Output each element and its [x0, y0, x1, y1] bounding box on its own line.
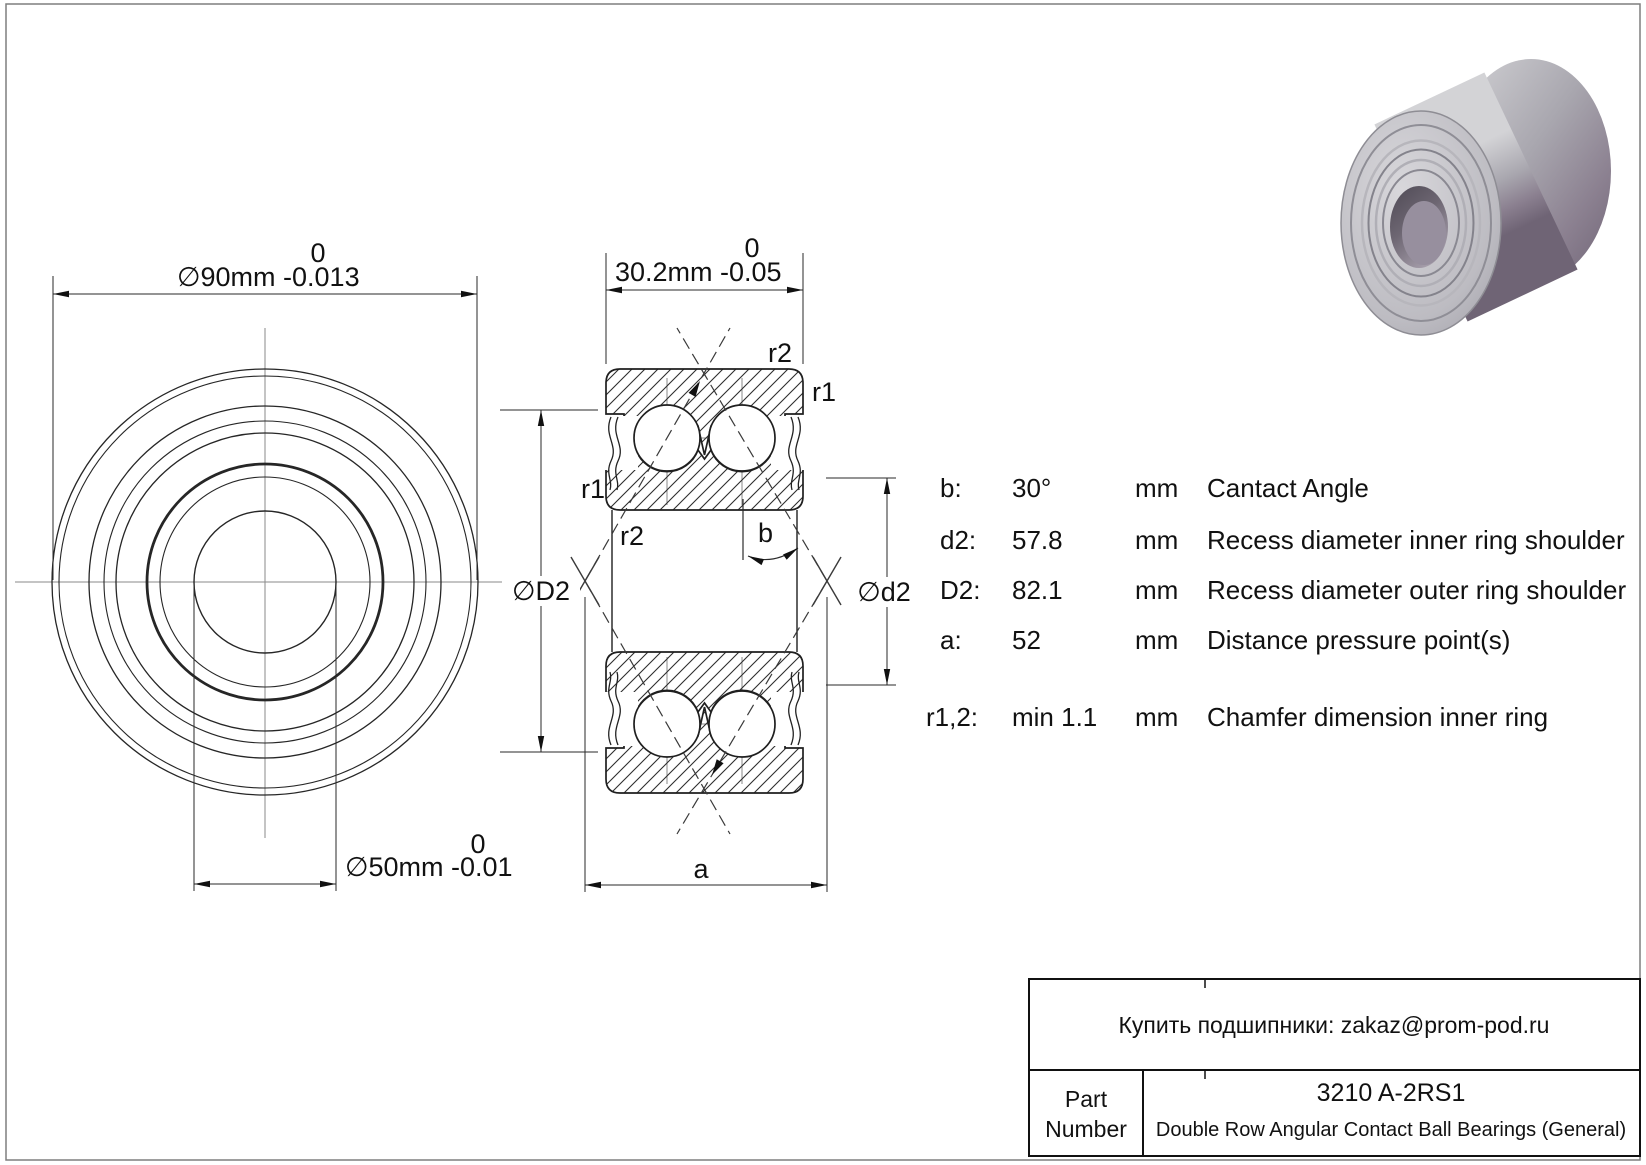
- spec-desc: Distance pressure point(s): [1207, 625, 1511, 655]
- width-dimension-upper-tolerance: 0: [744, 233, 760, 263]
- od-dimension-upper-tolerance: 0: [310, 238, 326, 268]
- od-dimension-label: ∅90mm -0.013: [177, 262, 360, 292]
- r1-right-label: r1: [812, 377, 837, 407]
- bore-dimension-upper-tolerance: 0: [470, 829, 486, 859]
- spec-unit: mm: [1135, 525, 1179, 555]
- spec-value: 82.1: [1012, 575, 1063, 605]
- pressure-distance-label: a: [693, 854, 709, 884]
- part-number: 3210 A-2RS1: [1316, 1079, 1466, 1107]
- width-dimension-label: 30.2mm -0.05: [615, 257, 782, 287]
- spec-row-chamfer: [926, 702, 1548, 732]
- spec-row-inner-recess: [940, 525, 1625, 555]
- section-view: [500, 253, 896, 892]
- spec-value: 57.8: [1012, 525, 1063, 555]
- contact-angle-label: b: [758, 518, 774, 548]
- spec-row-contact-angle: [940, 473, 1369, 503]
- spec-param: d2:: [940, 525, 977, 555]
- spec-value: min 1.1: [1012, 702, 1098, 732]
- spec-unit: mm: [1135, 473, 1179, 503]
- render-bore-far-wall: [1402, 201, 1446, 265]
- spec-desc: Recess diameter outer ring shoulder: [1207, 575, 1627, 605]
- spec-unit: mm: [1135, 625, 1179, 655]
- spec-param: r1,2:: [926, 702, 979, 732]
- spec-param: b:: [940, 473, 962, 503]
- spec-param: D2:: [940, 575, 981, 605]
- section-top-assembly: [602, 369, 807, 510]
- r2-top-label: r2: [768, 338, 793, 368]
- bearing-3d-render: [1341, 59, 1611, 335]
- spec-desc: Chamfer dimension inner ring: [1207, 702, 1549, 732]
- spec-desc: Cantact Angle: [1207, 473, 1369, 503]
- inner-recess-label: ∅d2: [857, 577, 911, 607]
- part-number-caption-line1: Part: [1064, 1086, 1108, 1112]
- title-block: [1029, 979, 1640, 1156]
- spec-row-outer-recess: [940, 575, 1626, 605]
- bore-dimension-label: ∅50mm -0.01: [345, 852, 513, 882]
- r2-inner-label: r2: [620, 521, 645, 551]
- outer-recess-label: ∅D2: [511, 576, 571, 606]
- spec-value: 52: [1012, 625, 1041, 655]
- part-number-caption-line2: Number: [1045, 1116, 1127, 1142]
- r1-left-label: r1: [581, 474, 606, 504]
- spec-unit: mm: [1135, 575, 1179, 605]
- spec-param: a:: [940, 625, 962, 655]
- contact-info: Купить подшипники: zakaz@prom-pod.ru: [1118, 1012, 1550, 1038]
- spec-table: [926, 473, 1626, 732]
- spec-desc: Recess diameter inner ring shoulder: [1207, 525, 1625, 555]
- spec-row-pressure-distance: [940, 625, 1510, 655]
- spec-value: 30°: [1012, 473, 1052, 503]
- front-view: [15, 276, 540, 891]
- part-description: Double Row Angular Contact Ball Bearings (General): [1155, 1119, 1627, 1141]
- spec-unit: mm: [1135, 702, 1179, 732]
- section-bottom-assembly: [602, 652, 807, 793]
